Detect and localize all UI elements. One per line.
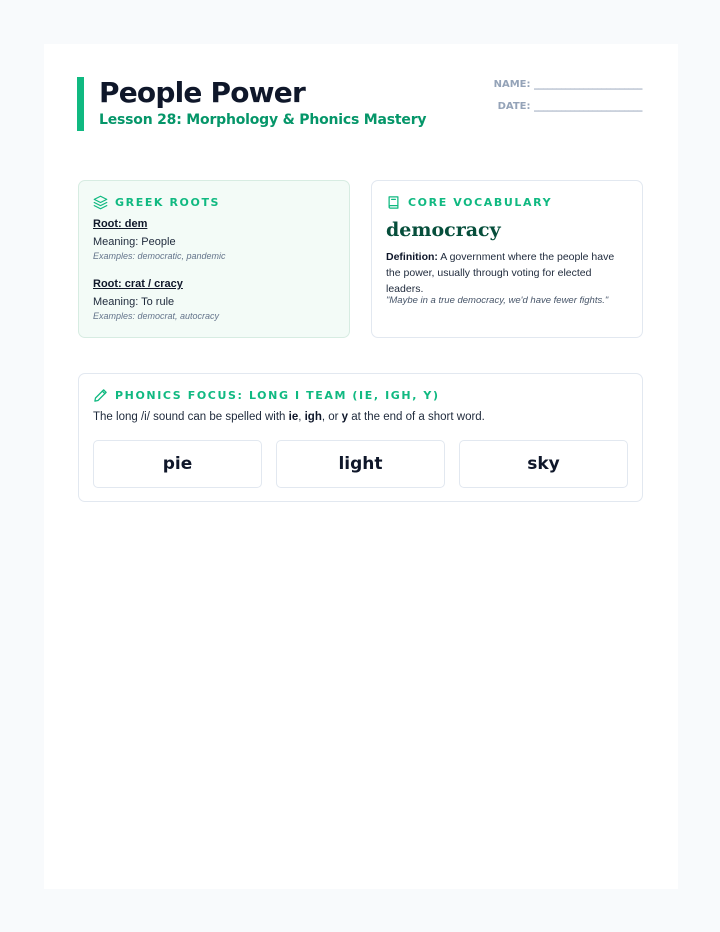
root-examples: Examples: democratic, pandemic bbox=[93, 251, 226, 261]
greek-roots-label: GREEK ROOTS bbox=[115, 196, 221, 209]
title-block bbox=[77, 77, 426, 131]
word-card-light: light bbox=[276, 440, 445, 488]
definition-text: A government where the people have the power, usually through voting for elected leaders. bbox=[386, 251, 615, 295]
root-name: Root: dem bbox=[93, 218, 148, 230]
name-field[interactable]: ________________________ bbox=[534, 79, 642, 90]
root-entry-crat bbox=[93, 278, 219, 321]
root-meaning: Meaning: To rule bbox=[93, 296, 175, 308]
root-name: Root: crat / cracy bbox=[93, 278, 183, 290]
intro-text: at the end of a short word. bbox=[348, 411, 485, 423]
intro-text: , bbox=[298, 411, 305, 423]
lesson-subtitle: Lesson 28: Morphology & Phonics Mastery bbox=[99, 112, 427, 128]
greek-roots-header bbox=[93, 195, 220, 210]
date-row bbox=[494, 101, 642, 123]
spelling-ie: ie bbox=[288, 411, 299, 423]
vocabulary-label: CORE VOCABULARY bbox=[408, 196, 553, 209]
date-label: DATE: bbox=[497, 101, 531, 112]
book-icon bbox=[386, 195, 401, 210]
definition-label: Definition: bbox=[386, 251, 438, 263]
root-meaning: Meaning: People bbox=[93, 236, 176, 248]
root-examples: Examples: democrat, autocracy bbox=[93, 311, 220, 321]
layers-icon bbox=[93, 195, 108, 210]
spelling-igh: igh bbox=[304, 411, 322, 423]
vocabulary-header bbox=[386, 195, 552, 210]
intro-text: The long /i/ sound can be spelled with bbox=[93, 411, 289, 423]
phonics-focus-card bbox=[78, 373, 643, 502]
vocabulary-word: democracy bbox=[386, 219, 501, 241]
core-vocabulary-card bbox=[371, 180, 643, 338]
name-label: NAME: bbox=[493, 79, 531, 90]
worksheet-page bbox=[44, 44, 678, 889]
page-title: People Power bbox=[99, 76, 305, 109]
vocabulary-definition bbox=[386, 249, 630, 297]
date-field[interactable]: ________________________ bbox=[534, 101, 642, 112]
phonics-label: PHONICS FOCUS: LONG I TEAM (IE, IGH, Y) bbox=[115, 389, 440, 402]
word-card-sky: sky bbox=[459, 440, 628, 488]
spelling-y: y bbox=[341, 411, 349, 423]
student-info bbox=[494, 79, 642, 123]
vocabulary-quote: "Maybe in a true democracy, we'd have fewer fights." bbox=[386, 295, 609, 306]
word-card-pie: pie bbox=[93, 440, 262, 488]
phonics-header bbox=[93, 388, 440, 403]
phonics-intro bbox=[93, 411, 485, 423]
greek-roots-card bbox=[78, 180, 350, 338]
pencil-icon bbox=[93, 388, 108, 403]
name-row bbox=[494, 79, 642, 101]
intro-text: , or bbox=[321, 411, 342, 423]
root-entry-dem bbox=[93, 218, 226, 261]
